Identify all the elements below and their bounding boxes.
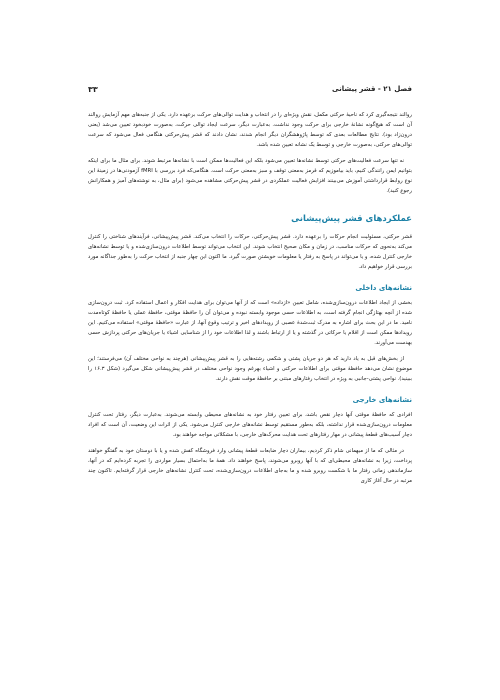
section-heading: عملکردهای قشر پیش‌پیشانی bbox=[291, 214, 412, 224]
body-paragraph: روالند نتیجه‌گیری کرد که ناحیهٔ حرکتی مکمل، نقش ویژه‌ای را در انتخاب و هدایت توالی‌های حرکت برعهده دارد. یکی از جنبه‌های مهم آزمایش روالند آن است که هیچ‌گونه نشانهٔ خارجی برای حرکت وجود نداشت. به‌عبارت دیگر، سرعت ایجاد توالی حرکت، به‌صورت خودبخود تعیین می‌شد (یعنی درون‌زاد بود). نتایج مطالعات بعدی که توسط پاژوهشگران دیگر انجام شدند، نشان دادند که قشر پیش‌حرکتی هنگامی فعال می‌شود که سرعت توالی‌های حرکتی، به‌صورت خارجی و توسط یک نشانه تعیین شده باشد. bbox=[88, 112, 412, 148]
body-paragraph: قشر حرکتی، مسئولیت انجام حرکات را برعهده دارد. قشر پیش‌حرکتی، حرکات را انتخاب می‌کند. قشر پیش‌پیشانی، فرآیندهای شناختی را کنترل می‌کند به‌نحوی که حرکات مناسب، در زمان و مکان صحیح انتخاب شوند. این انتخاب می‌تواند توسط اطلاعات درون‌سازی‌شده و یا توسط نشانه‌های خارجی کنترل شده، و یا می‌تواند در پاسخ به رفتار یا معلومات خویشتن صورت گیرد. ما اکنون این چهار جنبه از انتخاب حرکت را به‌طور جداگانه مورد بررسی قرار خواهیم داد. bbox=[88, 234, 412, 270]
running-header bbox=[88, 82, 412, 96]
body-paragraph: از بخش‌های قبل به یاد دارید که هر دو جریان پشتی و شکمی رشته‌هایی را به قشر پیش‌پیشانی (هرچند به نواحی مختلف آن) می‌فرستند؛ این موضوع نشان می‌دهد حافظهٔ موقتی برای اطلاعات حرکتی و اشیاء بهرغم وجود نواحی مختلف در قشر پیش‌پیشانی شکل می‌گیرد (شکل ۱۶.۳ را ببینید). نواحی پشتی-جانبی به ویژه در انتخاب رفتارهای مبتنی بر حافظهٔ موقت نقش دارند. bbox=[88, 356, 413, 382]
page-body bbox=[88, 110, 412, 492]
body-paragraph: افرادی که حافظهٔ موقتی آنها دچار نقص باشد، برای تعیین رفتار خود به نشانه‌های محیطی وابسته می‌شوند. به‌عبارت دیگر، رفتار تحت کنترل معلومات درون‌سازی‌شده قرار نداشته، بلکه به‌طور مستقیم توسط نشانه‌های خارجی کنترل می‌شود. یکی از اثرات این وضعیت، آن است که افراد دچار آسیب‌های قطعهٔ پیشانی در مهار رفتارهای تحت هدایت محرک‌های خارجی، با مشکلاتی مواجه خواهند بود. bbox=[88, 412, 412, 438]
subsection-heading-internal-cues: نشانه‌های داخلی bbox=[355, 284, 412, 292]
body-paragraph: نه تنها سرعت فعالیت‌های حرکتی توسط نشانه‌ها تعیین می‌شود بلکه این فعالیت‌ها ممکن است با نشانه‌ها مرتبط شوند. برای مثال ما برای اینکه بتوانیم ایمن رانندگی کنیم، باید بیاموزیم که قرمز به‌معنی توقف و سبز به‌معنی حرکت است. هنگامی‌که فرد بررسی با fMRI آزمودنی‌ها در زمینهٔ این نوع روابط قرارداشتی آموزش می‌بینند افزایش فعالیت عملکردی در قشر پیش‌حرکتی مشاهده می‌شود (برای مثال، به نوشته‌های آمیز و همکارانش رجوع کنید). bbox=[88, 158, 412, 194]
page-number: ۳۳ bbox=[88, 84, 98, 94]
body-paragraph: در مثالی که ما از میهمانی شام ذکر کردیم، بیماران دچار ضایعات قطعهٔ پیشانی وارد فروشگاه کفش شده و یا با دوستان خود به گفتگو خواهند پرداخت، زیرا به نشانه‌های محیطی‌ای که با آنها روبرو می‌شوند، پاسخ خواهند داد. همهٔ ما به‌احتمال بسیار مواردی را تجربه کرده‌ایم که در آنها، سازماندهی زمانی رفتار ما با شکست روبرو شده و ما به‌جای اطلاعات درون‌سازی‌شده، تحت کنترل نشانه‌های خارجی قرار گرفته‌ایم. تاکنون چند مرتبه در حال آغاز کاری bbox=[88, 448, 412, 484]
body-paragraph: بخشی از ایجاد اطلاعات درون‌سازی‌شده، شامل تعیین «ازداده» است که از آنها می‌توان برای هدایت افکار و اعمال استفاده کرد. ثبت درون‌سازی شده از آنچه بهتازگی انجام گرفته است، به اطلاعات حسی موجود وابسته نبوده و می‌توان آن را حافظهٔ موقتی، حافظهٔ عملی یا حافظهٔ کوتاه‌مدت نامید. ما در این بحث برای اشاره به مدرک ثبت‌شدهٔ عصبی از رویدادهای اخیر و ترتیب وقوع آنها، از عبارت «حافظهٔ موقتی» استفاده می‌کنیم. این رویدادها ممکن است از اقلام یا حرکاتی در گذشته و یا از ارتباط باشند و لذا اطلاعات خود را از شناسایی اشیاء یا جریان‌های حرکتی پردازش حسی بهدست می‌آورند. bbox=[88, 300, 412, 346]
chapter-title: فصل ۲۱ - قشر پیشانی bbox=[332, 85, 412, 93]
subsection-heading-external-cues: نشانه‌های خارجی bbox=[352, 396, 412, 404]
